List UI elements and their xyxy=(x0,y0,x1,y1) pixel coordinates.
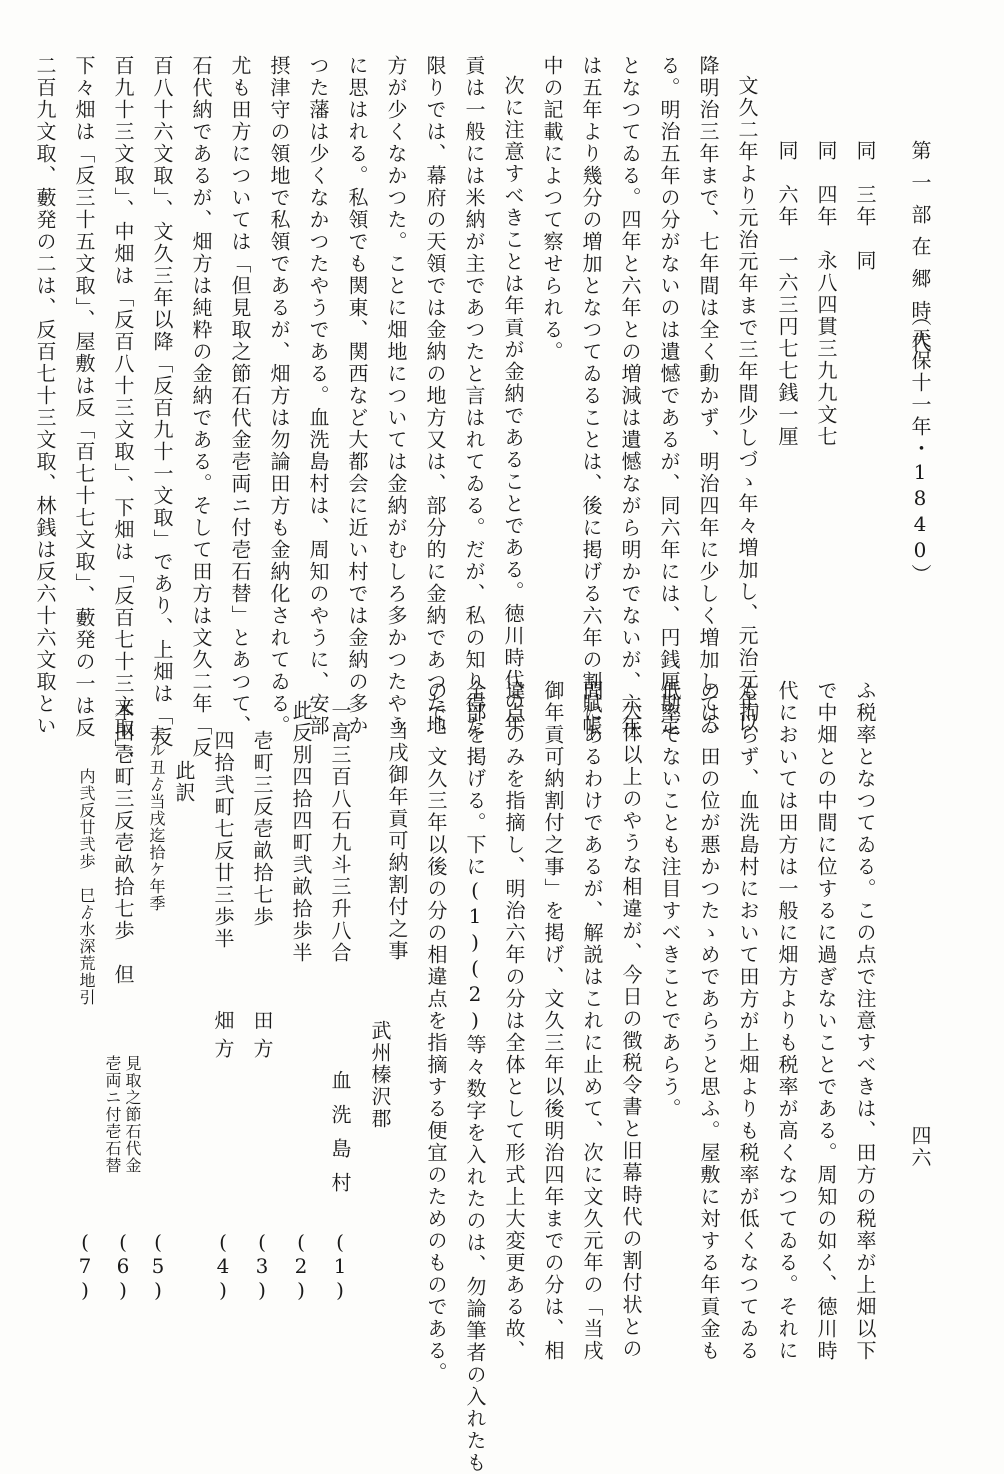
document-title: 当戌御年貢可納割付之事 xyxy=(385,720,409,962)
era-label: （天保十一年・1840） xyxy=(908,306,932,586)
paragraph-line: 大体以上のやうな相違が、今日の徴税令書と旧幕時代の割付状との xyxy=(619,700,643,1360)
side-note: 見取之節石代金 xyxy=(123,1055,142,1174)
paragraph-line: に思はれる。私領でも関東、関西など大都会に近い村では金納の多か xyxy=(345,55,369,737)
document-line: 内弐反廿弐歩 巳ゟ水深荒地引 xyxy=(77,768,96,1006)
page-number: 四六 xyxy=(908,1125,932,1169)
table-row: 同 三年 同 xyxy=(853,140,877,272)
paragraph-line: 石代納であるが、畑方は純粋の金納である。そして田方は文久二年「反 xyxy=(189,55,213,759)
village-label: 血洗島村 xyxy=(328,1070,352,1206)
line-number: (1) xyxy=(328,1230,352,1302)
document-line: 四拾弐町七反廿三歩半 xyxy=(211,730,235,950)
document-line: 去ル丑ゟ当戌迄拾ケ年季 xyxy=(147,725,166,912)
paragraph-line: 違点のみを指摘し、明治六年の分は全体として形式上大変更ある故、 xyxy=(502,680,526,1362)
paragraph-line: 百九十三文取」、中畑は「反百八十三文取」、下畑は「反百七十三文取」、 xyxy=(111,55,135,773)
document-line: 此反別四拾四町弐畝拾歩半 xyxy=(289,700,313,964)
paragraph-line: 降明治三年まで、七年間は全く動かず、明治四年に少しく増加してゐ xyxy=(696,55,720,737)
line-number: (2) xyxy=(289,1230,313,1302)
paragraph-line: 下々畑は「反三十五文取」、屋敷は反「百七十七文取」、藪発の一は反 xyxy=(72,55,96,739)
paragraph-line: ので、文久三年以後の分の相違点を指摘する便宜のためのものである。 xyxy=(424,680,448,1384)
paragraph-line: 代においては田方は一般に畑方よりも税率が高くなつてゐる。それに xyxy=(775,680,799,1362)
table-row: 同 六年 一六三円七七銭一厘 xyxy=(775,140,799,448)
paragraph-line: 文久二年より元治元年まで三年間少しづゝ年々増加し、元治元年以 xyxy=(735,75,759,735)
paragraph-line: 中の記載によつて察せられる。 xyxy=(540,55,564,363)
province-label: 武州榛沢郡 xyxy=(368,1020,392,1130)
paragraph-line: る。明治五年の分がないのは遺憾であるが、同六年には、円銭厘勘定 xyxy=(657,55,681,737)
paragraph-line: 尤も田方については「但見取之節石代金壱両ニ付壱石替」とあつて、 xyxy=(228,55,252,737)
paragraph-line: も拘らず、血洗島村において田方が上畑よりも税率が低くなつてゐる xyxy=(736,680,760,1362)
document-line: 一高三百八石九斗三升八合 xyxy=(328,700,352,964)
paragraph-line: 低率でないことも注目すべきことであらう。 xyxy=(658,680,682,1120)
paragraph-line: で中畑との中間に位するに過ぎないことである。周知の如く、徳川時 xyxy=(814,680,838,1362)
paragraph-line: 限りでは、幕府の天領では金納の地方又は、部分的に金納であつた地 xyxy=(423,55,447,737)
paragraph-line: 二百九文取、藪発の二は、反百七十三文取、林銭は反六十六文取とい xyxy=(33,55,57,737)
paragraph-line: 全部を掲げる。下に(1)(2)等々数字を入れたのは、勿論筆者の入れたも xyxy=(463,680,487,1474)
paragraph-line: つた藩は少くなかつたやうである。血洗島村は、周知のやうに、安部 xyxy=(306,55,330,737)
chapter-title: 第一部在郷時代 xyxy=(908,140,932,364)
table-row: 同 四年 永八四貫三九九文七 xyxy=(814,140,838,448)
line-label: 田方 xyxy=(250,1010,274,1066)
paragraph-line: 貢は一般には米納が主であつたと言はれてゐる。だが、私の知り得た xyxy=(462,55,486,737)
line-number: (7) xyxy=(73,1230,97,1302)
paragraph-line: 御年貢可納割付之事」を掲げ、文久三年以後明治四年までの分は、相 xyxy=(541,680,565,1362)
line-number: (4) xyxy=(211,1230,235,1302)
paragraph-line: 方が少くなかつた。ことに畑地については金納がむしろ多かつたやう xyxy=(384,55,408,737)
line-label: 畑方 xyxy=(211,1010,235,1066)
line-number: (3) xyxy=(250,1230,274,1302)
document-line: 本田壱町三反壱畝拾七歩 但 xyxy=(111,700,135,986)
line-number: (6) xyxy=(111,1230,135,1302)
paragraph-line: ふ税率となつてゐる。この点で注意すべきは、田方の税率が上畑以下 xyxy=(853,680,877,1362)
paragraph-line: は五年より幾分の増加となつてゐることは、後に掲げる六年の割賦帳 xyxy=(579,55,603,737)
paragraph-line: のは、田の位が悪かつたゝめであらうと思ふ。屋敷に対する年貢金も xyxy=(697,680,721,1362)
paragraph-line: となつてゐる。四年と六年との増減は遺憾ながら明かでないが、六年 xyxy=(618,55,642,737)
paragraph-line: 間にあるわけであるが、解説はこれに止めて、次に文久元年の「当戌 xyxy=(580,680,604,1362)
side-note: 壱両ニ付壱石替 xyxy=(103,1055,122,1174)
paragraph-line: 百八十六文取」、文久三年以降「反百九十一文取」であり、上畑は「反 xyxy=(150,55,174,749)
document-line: 此訳 xyxy=(172,760,196,804)
paragraph-line: 次に注意すべきことは年貢が金納であることである。徳川時代の年 xyxy=(501,75,525,735)
line-number: (5) xyxy=(146,1230,170,1302)
paragraph-line: 摂津守の領地で私領であるが、畑方は勿論田方も金納化されてゐる。 xyxy=(267,55,291,737)
document-line: 壱町三反壱畝拾七歩 xyxy=(250,730,274,928)
